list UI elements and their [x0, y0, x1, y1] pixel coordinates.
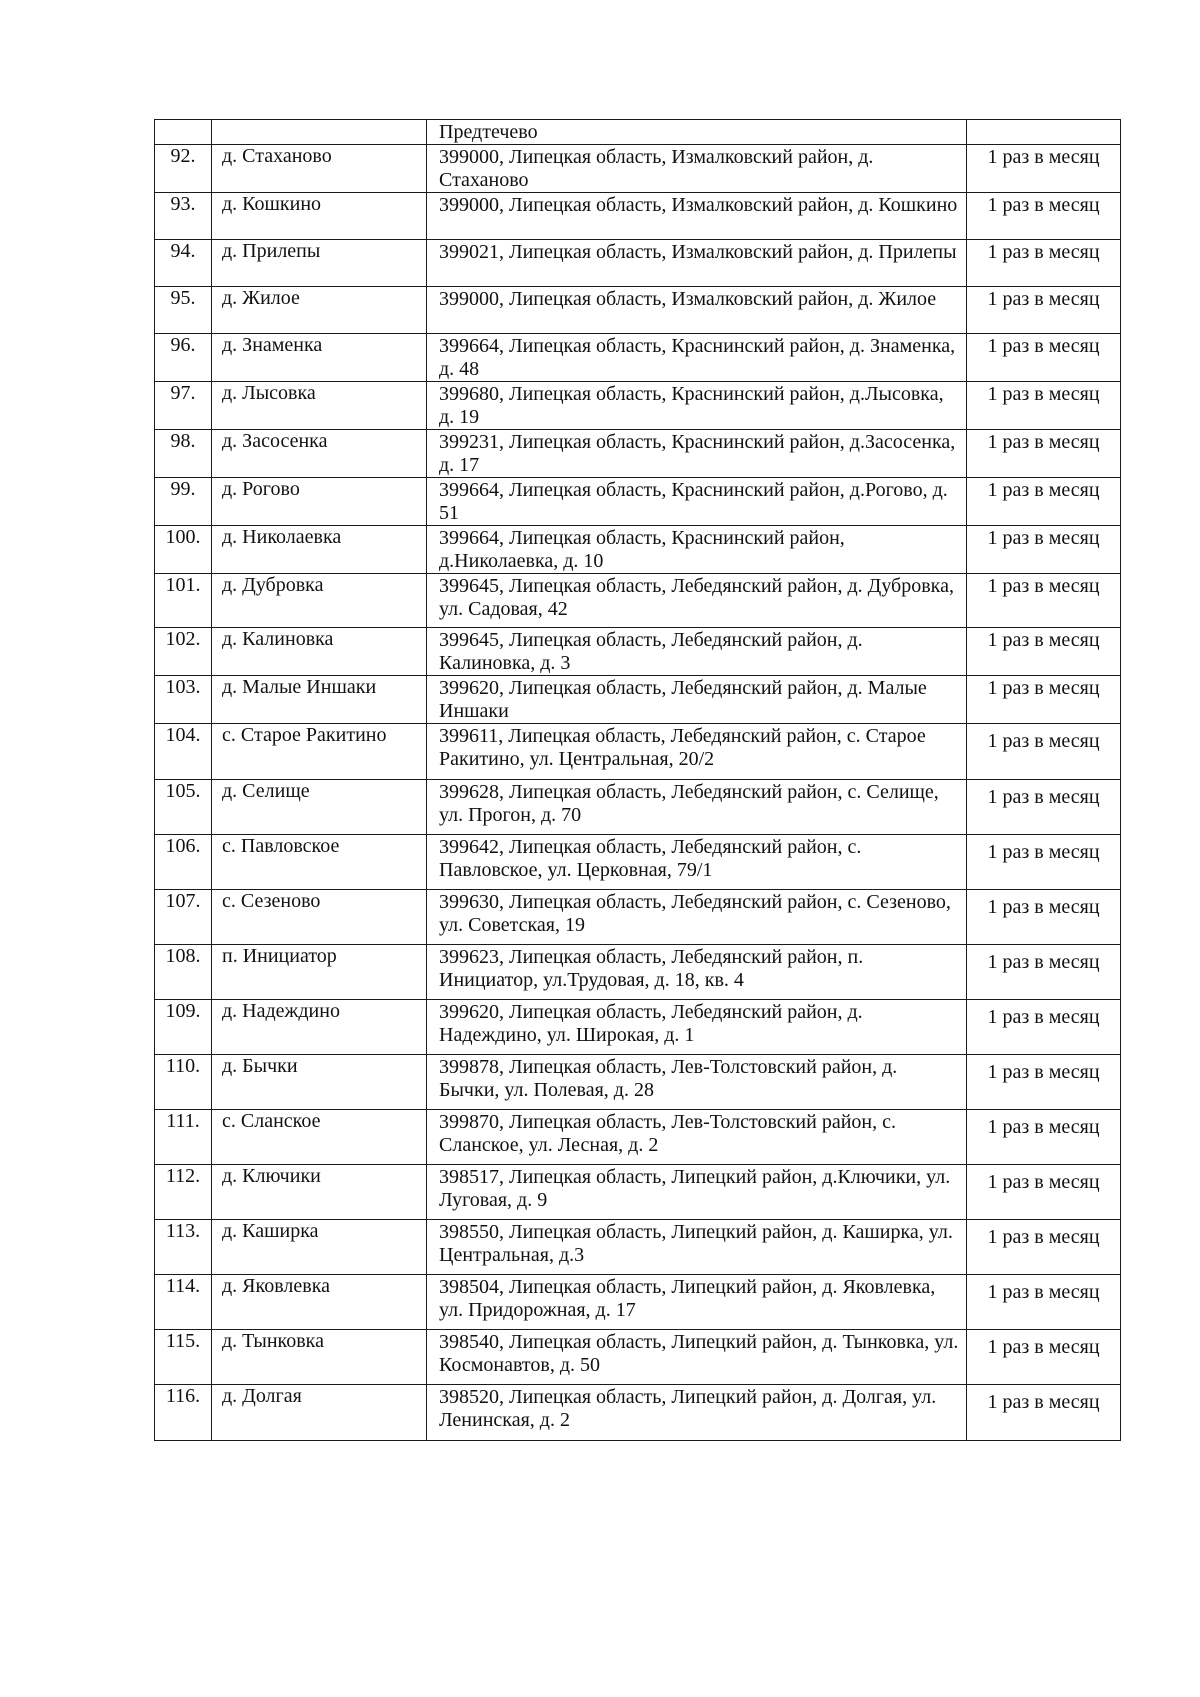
address-cell: 398550, Липецкая область, Липецкий район, д. Каширка, ул. Центральная, д.3 — [427, 1220, 967, 1275]
address-cell: 399878, Липецкая область, Лев-Толстовский район, д. Бычки, ул. Полевая, д. 28 — [427, 1055, 967, 1110]
frequency-cell: 1 раз в месяц — [967, 145, 1121, 193]
settlement-name-cell: д. Надеждино — [212, 1000, 427, 1055]
settlement-name-cell: с. Сланское — [212, 1110, 427, 1165]
frequency-cell: 1 раз в месяц — [967, 1275, 1121, 1330]
frequency-cell: 1 раз в месяц — [967, 945, 1121, 1000]
table-row — [155, 676, 1121, 724]
row-number-cell: 111. — [155, 1110, 212, 1165]
frequency-cell: 1 раз в месяц — [967, 382, 1121, 430]
table-row — [155, 724, 1121, 780]
address-cell: 399620, Липецкая область, Лебедянский район, д. Надеждино, ул. Широкая, д. 1 — [427, 1000, 967, 1055]
address-cell: 399628, Липецкая область, Лебедянский район, с. Селище, ул. Прогон, д. 70 — [427, 780, 967, 835]
address-cell: 398540, Липецкая область, Липецкий район, д. Тынковка, ул. Космонавтов, д. 50 — [427, 1330, 967, 1385]
row-number-cell: 99. — [155, 478, 212, 526]
frequency-cell: 1 раз в месяц — [967, 1055, 1121, 1110]
address-cell: Предтечево — [427, 120, 967, 145]
table-row — [155, 382, 1121, 430]
address-cell: 399680, Липецкая область, Краснинский район, д.Лысовка, д. 19 — [427, 382, 967, 430]
table-row — [155, 193, 1121, 240]
settlement-name-cell: с. Павловское — [212, 835, 427, 890]
address-cell: 399630, Липецкая область, Лебедянский район, с. Сезеново, ул. Советская, 19 — [427, 890, 967, 945]
frequency-cell: 1 раз в месяц — [967, 334, 1121, 382]
frequency-cell: 1 раз в месяц — [967, 1110, 1121, 1165]
settlement-name-cell: с. Сезеново — [212, 890, 427, 945]
address-cell: 399664, Липецкая область, Краснинский район, д.Рогово, д. 51 — [427, 478, 967, 526]
row-number-cell: 94. — [155, 240, 212, 287]
frequency-cell — [967, 120, 1121, 145]
settlement-name-cell: д. Знаменка — [212, 334, 427, 382]
row-number-cell: 115. — [155, 1330, 212, 1385]
row-number-cell: 113. — [155, 1220, 212, 1275]
row-number-cell: 108. — [155, 945, 212, 1000]
frequency-cell: 1 раз в месяц — [967, 478, 1121, 526]
settlement-name-cell: д. Стаханово — [212, 145, 427, 193]
address-cell: 399645, Липецкая область, Лебедянский район, д. Дубровка, ул. Садовая, 42 — [427, 574, 967, 628]
row-number-cell: 104. — [155, 724, 212, 780]
frequency-cell: 1 раз в месяц — [967, 240, 1121, 287]
settlement-name-cell: д. Кошкино — [212, 193, 427, 240]
row-number-cell: 100. — [155, 526, 212, 574]
frequency-cell: 1 раз в месяц — [967, 628, 1121, 676]
settlement-name-cell: п. Инициатор — [212, 945, 427, 1000]
row-number-cell: 96. — [155, 334, 212, 382]
settlement-name-cell: д. Тынковка — [212, 1330, 427, 1385]
settlement-name-cell: д. Яковлевка — [212, 1275, 427, 1330]
row-number-cell: 92. — [155, 145, 212, 193]
address-cell: 399664, Липецкая область, Краснинский район, д. Знаменка, д. 48 — [427, 334, 967, 382]
address-cell: 399623, Липецкая область, Лебедянский район, п. Инициатор, ул.Трудовая, д. 18, кв. 4 — [427, 945, 967, 1000]
frequency-cell: 1 раз в месяц — [967, 574, 1121, 628]
frequency-cell: 1 раз в месяц — [967, 1220, 1121, 1275]
row-number-cell: 95. — [155, 287, 212, 334]
address-cell: 399645, Липецкая область, Лебедянский район, д. Калиновка, д. 3 — [427, 628, 967, 676]
settlement-name-cell: д. Жилое — [212, 287, 427, 334]
row-number-cell: 110. — [155, 1055, 212, 1110]
frequency-cell: 1 раз в месяц — [967, 193, 1121, 240]
row-number-cell: 105. — [155, 780, 212, 835]
frequency-cell: 1 раз в месяц — [967, 780, 1121, 835]
settlement-name-cell: д. Малые Иншаки — [212, 676, 427, 724]
row-number-cell: 114. — [155, 1275, 212, 1330]
frequency-cell: 1 раз в месяц — [967, 1000, 1121, 1055]
address-cell: 399664, Липецкая область, Краснинский район, д.Николаевка, д. 10 — [427, 526, 967, 574]
settlement-name-cell — [212, 120, 427, 145]
table-row — [155, 1275, 1121, 1330]
table-row — [155, 945, 1121, 1000]
row-number-cell: 112. — [155, 1165, 212, 1220]
table-row — [155, 334, 1121, 382]
frequency-cell: 1 раз в месяц — [967, 1165, 1121, 1220]
address-cell: 398517, Липецкая область, Липецкий район, д.Ключики, ул. Луговая, д. 9 — [427, 1165, 967, 1220]
settlement-name-cell: д. Бычки — [212, 1055, 427, 1110]
settlement-name-cell: д. Каширка — [212, 1220, 427, 1275]
frequency-cell: 1 раз в месяц — [967, 724, 1121, 780]
table-row — [155, 145, 1121, 193]
table-row — [155, 835, 1121, 890]
settlement-name-cell: д. Калиновка — [212, 628, 427, 676]
address-cell: 399611, Липецкая область, Лебедянский район, с. Старое Ракитино, ул. Центральная, 20/2 — [427, 724, 967, 780]
frequency-cell: 1 раз в месяц — [967, 890, 1121, 945]
frequency-cell: 1 раз в месяц — [967, 526, 1121, 574]
settlement-name-cell: д. Засосенка — [212, 430, 427, 478]
table-row — [155, 478, 1121, 526]
table-row — [155, 1330, 1121, 1385]
table-row — [155, 1385, 1121, 1441]
row-number-cell — [155, 120, 212, 145]
locations-table-body — [155, 120, 1121, 1441]
address-cell: 398520, Липецкая область, Липецкий район, д. Долгая, ул. Ленинская, д. 2 — [427, 1385, 967, 1441]
table-row — [155, 574, 1121, 628]
address-cell: 399000, Липецкая область, Измалковский район, д. Жилое — [427, 287, 967, 334]
settlement-name-cell: д. Ключики — [212, 1165, 427, 1220]
address-cell: 399642, Липецкая область, Лебедянский район, с. Павловское, ул. Церковная, 79/1 — [427, 835, 967, 890]
table-row — [155, 240, 1121, 287]
settlement-name-cell: д. Лысовка — [212, 382, 427, 430]
row-number-cell: 116. — [155, 1385, 212, 1441]
table-row — [155, 1165, 1121, 1220]
settlement-name-cell: д. Долгая — [212, 1385, 427, 1441]
table-row — [155, 287, 1121, 334]
frequency-cell: 1 раз в месяц — [967, 1385, 1121, 1441]
address-cell: 399620, Липецкая область, Лебедянский район, д. Малые Иншаки — [427, 676, 967, 724]
row-number-cell: 103. — [155, 676, 212, 724]
locations-table — [154, 119, 1121, 1441]
settlement-name-cell: д. Дубровка — [212, 574, 427, 628]
address-cell: 398504, Липецкая область, Липецкий район, д. Яковлевка, ул. Придорожная, д. 17 — [427, 1275, 967, 1330]
row-number-cell: 106. — [155, 835, 212, 890]
address-cell: 399000, Липецкая область, Измалковский район, д. Кошкино — [427, 193, 967, 240]
table-row — [155, 430, 1121, 478]
address-cell: 399000, Липецкая область, Измалковский район, д. Стаханово — [427, 145, 967, 193]
frequency-cell: 1 раз в месяц — [967, 430, 1121, 478]
row-number-cell: 102. — [155, 628, 212, 676]
settlement-name-cell: с. Старое Ракитино — [212, 724, 427, 780]
table-row — [155, 526, 1121, 574]
table-row — [155, 628, 1121, 676]
settlement-name-cell: д. Селище — [212, 780, 427, 835]
table-row — [155, 890, 1121, 945]
table-row-continuation — [155, 120, 1121, 145]
row-number-cell: 93. — [155, 193, 212, 240]
table-row — [155, 780, 1121, 835]
row-number-cell: 107. — [155, 890, 212, 945]
settlement-name-cell: д. Прилепы — [212, 240, 427, 287]
address-cell: 399021, Липецкая область, Измалковский район, д. Прилепы — [427, 240, 967, 287]
table-row — [155, 1000, 1121, 1055]
row-number-cell: 97. — [155, 382, 212, 430]
settlement-name-cell: д. Николаевка — [212, 526, 427, 574]
settlement-name-cell: д. Рогово — [212, 478, 427, 526]
frequency-cell: 1 раз в месяц — [967, 835, 1121, 890]
table-row — [155, 1055, 1121, 1110]
address-cell: 399870, Липецкая область, Лев-Толстовский район, с. Сланское, ул. Лесная, д. 2 — [427, 1110, 967, 1165]
frequency-cell: 1 раз в месяц — [967, 676, 1121, 724]
table-row — [155, 1110, 1121, 1165]
address-cell: 399231, Липецкая область, Краснинский район, д.Засосенка, д. 17 — [427, 430, 967, 478]
row-number-cell: 101. — [155, 574, 212, 628]
row-number-cell: 109. — [155, 1000, 212, 1055]
frequency-cell: 1 раз в месяц — [967, 1330, 1121, 1385]
row-number-cell: 98. — [155, 430, 212, 478]
frequency-cell: 1 раз в месяц — [967, 287, 1121, 334]
table-row — [155, 1220, 1121, 1275]
